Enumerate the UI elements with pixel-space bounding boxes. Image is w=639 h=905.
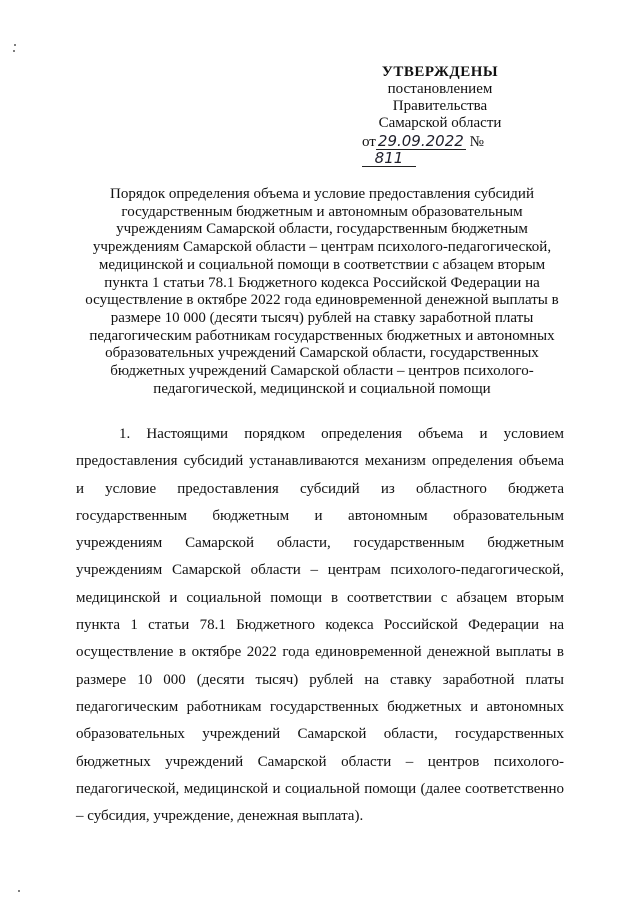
date-prefix: от [362, 134, 376, 150]
document-title: Порядок определения объема и условие предоставления субсидий государственным бюджетным и автономным образовательным учреждениям Самарской области, государственным бюджетным учреждениям Самарской области – центрам психолого-педагогической, медицинской и социальной помощи в соответствии с абзацем вторым пункта 1 статьи 78.1 Бюджетного кодекса Российской Федерации на осуществление в октябре 2022 года единовременной денежной выплаты в размере 10 000 (десяти тысяч) рублей на ставку заработной платы педагогическим работникам государственных бюджетных и автономных образовательных учреждений Самарской области, государственных бюджетных учреждений Самарской области – центров психолого-педагогической, медицинской и социальной помощи [85, 186, 559, 397]
scan-speck [14, 44, 16, 46]
approval-stamp [340, 64, 540, 168]
decree-date-line [340, 134, 540, 168]
number-label: № [469, 134, 484, 150]
scan-speck [13, 50, 15, 52]
approval-line-1: постановлением Правительства [387, 81, 493, 114]
handwritten-number: 811 [362, 151, 416, 167]
handwritten-date: 29.09.2022 [376, 134, 466, 150]
scan-speck [18, 890, 20, 892]
approval-title: УТВЕРЖДЕНЫ [381, 64, 499, 80]
paragraph-1: 1. Настоящими порядком определения объема и условием предоставления субсидий устанавливаются механизм определения объема и условие предоставления субсидий из областного бюджета государственным бюджетным и автономным образовательным учреждениям Самарской области, государственным бюджетным учреждениям Самарской области – центрам психолого-педагогической, медицинской и социальной помощи в соответствии с абзацем вторым пункта 1 статьи 78.1 Бюджетного кодекса Российской Федерации на осуществление в октябре 2022 года единовременной денежной выплаты в размере 10 000 (десяти тысяч) рублей на ставку заработной платы педагогическим работникам государственных бюджетных и автономных образовательных учреждений Самарской области, государственных бюджетных учреждений Самарской области – центров психолого-педагогической, медицинской и социальной помощи (далее соответственно – субсидия, учреждение, денежная выплата). [76, 426, 564, 825]
approval-line-2: Самарской области [378, 115, 502, 131]
